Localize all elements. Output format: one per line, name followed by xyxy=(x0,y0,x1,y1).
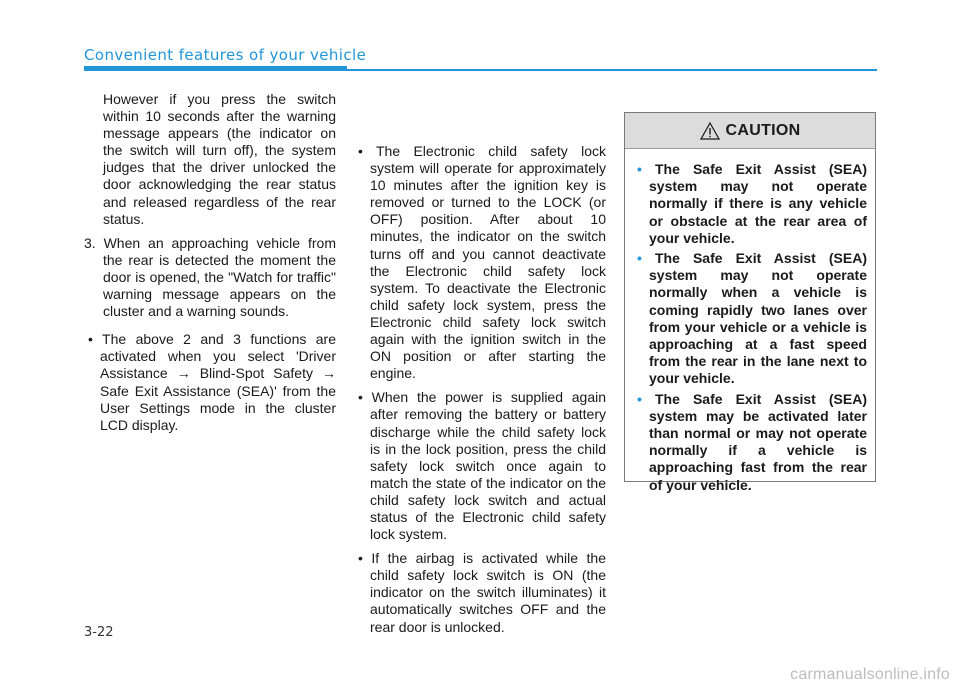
bullet-paragraph: • When the power is supplied again after removing the battery or battery discharge while the child safety lock is in the lock position, press the child safety lock switch once again to match the state of the indicator on the child safety lock switch and actual status of the Electronic child safety lock system. xyxy=(358,389,606,543)
caution-item xyxy=(637,250,867,388)
spacer xyxy=(354,543,606,550)
caution-item xyxy=(637,161,867,247)
spacer xyxy=(84,320,336,331)
left-column xyxy=(84,91,336,434)
header-rule-thick xyxy=(84,66,347,71)
continuation-paragraph: However if you press the switch within 10 seconds after the warning message appears (the indicator on the switch will turn off), the system judges that the driver unlocked the door acknowledging the rear status and released regardless of the rear status. xyxy=(103,91,336,227)
warning-triangle-icon xyxy=(700,122,720,140)
caution-header xyxy=(625,113,875,149)
page-number: 3-22 xyxy=(84,625,114,640)
caution-item-text: The Safe Exit Assist (SEA) system may not operate normally if there is any vehicle or obstacle at the rear area of your vehicle. xyxy=(649,161,868,246)
caution-item-text: The Safe Exit Assist (SEA) system may not operate normally when a vehicle is coming rapidly two lanes over from your vehicle or a vehicle is approaching at a fast speed from the rear in the lane next to your vehicle. xyxy=(649,250,868,387)
caution-item xyxy=(637,391,867,494)
spacer xyxy=(84,228,336,235)
bullet-paragraph: • The above 2 and 3 functions are activated when you select 'Driver Assistance → Blind-Spot Safety → Safe Exit Assistance (SEA)' from the User Settings mode in the cluster LCD display. xyxy=(88,331,336,433)
bullet-dot: • xyxy=(637,390,642,407)
bullet-dot: • xyxy=(637,161,642,177)
section-header-title: Convenient features of your vehicle xyxy=(84,46,367,64)
numbered-item-3: 3. When an approaching vehicle from the rear is detected the moment the door is opened, the "Watch for traffic" warning message appears on the cluster and a warning sounds. xyxy=(84,234,336,320)
caution-box xyxy=(624,112,876,493)
bullet-paragraph: • If the airbag is activated while the child safety lock switch is ON (the indicator on the switch illuminates) it automatically switches OFF and the rear door is unlocked. xyxy=(358,550,606,635)
header-rule-thin xyxy=(347,69,877,71)
watermark: carmanualsonline.info xyxy=(790,666,950,683)
caution-title: CAUTION xyxy=(725,121,801,139)
spacer xyxy=(354,382,606,389)
bullet-paragraph: • The Electronic child safety lock system will operate for approximately 10 minutes after the ignition key is removed or turned to the LOCK (or OFF) position. After about 10 minutes, the indicator on the switch turns off and you cannot deactivate the Electronic child safety lock system. To deactivate the Electronic child safety lock system, press the Electronic child safety lock switch again with the ignition switch in the ON position or after starting the engine. xyxy=(358,143,606,382)
caution-body xyxy=(625,149,875,494)
caution-item-text: The Safe Exit Assist (SEA) system may be activated later than normal or may not operate normally if a vehicle is approaching fast from the rear of your vehicle. xyxy=(649,390,868,493)
bullet-dot: • xyxy=(637,250,642,267)
middle-column xyxy=(354,143,606,636)
